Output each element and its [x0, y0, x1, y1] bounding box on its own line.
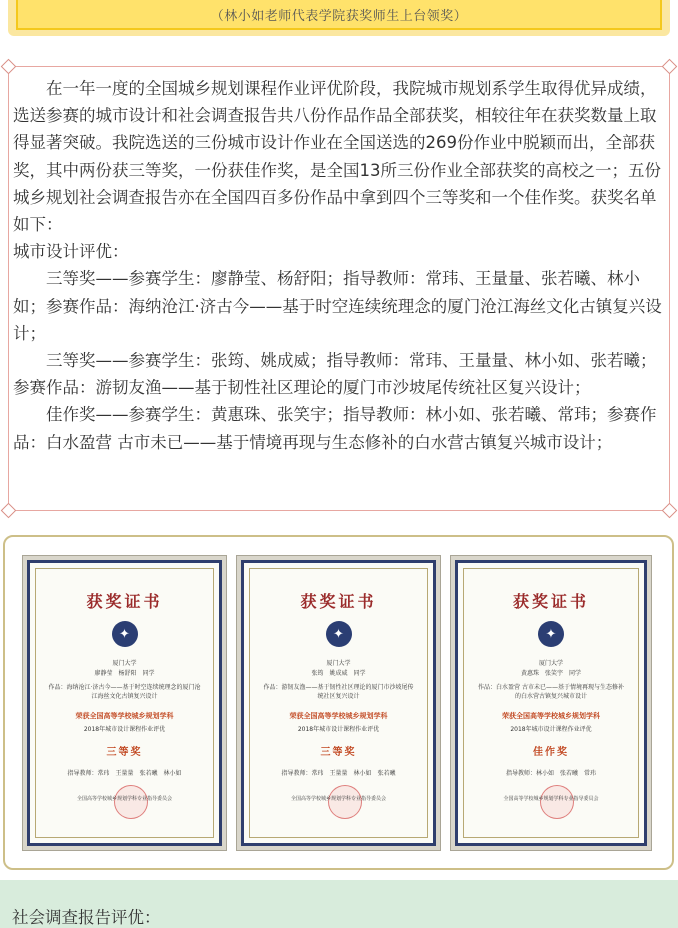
certificates-photo-panel [3, 535, 674, 870]
certificate-title: 获奖证书 [512, 592, 589, 611]
award-entry-1: 三等奖——参赛学生：廖静莹、杨舒阳；指导教师：常玮、王量量、张若曦、林小如；参赛作品：海纳沧江·济古今——基于时空连续统理念的厦门沧江海丝文化古镇复兴设计； [13, 269, 662, 343]
certificate-work: 作品：白水盈营 古市未已——基于情境再现与生态修补的白水营古镇复兴城市设计 [478, 684, 624, 700]
emblem-icon: ✦ [112, 621, 138, 647]
certificate-honor: 荣获全国高等学校城乡规划学科 [75, 712, 174, 720]
certificate-students: 张筠 姚成威 同学 [311, 670, 366, 677]
certificate-title: 获奖证书 [86, 592, 163, 611]
certificate-school: 厦门大学 [538, 660, 563, 667]
article-text-box [8, 66, 670, 511]
certificate-school: 厦门大学 [112, 660, 137, 667]
certificate-honor: 荣获全国高等学校城乡规划学科 [502, 712, 600, 720]
caption-band [8, 0, 670, 36]
certificate-work: 作品：游韧友渔——基于韧性社区理论的厦门市沙坡尾传统社区复兴设计 [263, 684, 414, 700]
certificate-issuer: 全国高等学校城乡规划学科专业指导委员会 [290, 796, 386, 802]
certificate-event: 2018年城市设计课程作业评优 [510, 726, 592, 733]
award-entry-2: 三等奖——参赛学生：张筠、姚成威；指导教师：常玮、王量量、林小如、张若曦；参赛作品：游韧友渔——基于韧性社区理论的厦门市沙坡尾传统社区复兴设计； [13, 351, 657, 398]
certificate-work: 作品：海纳沧江·济古今——基于时空连续统理念的厦门沧江海丝文化古镇复兴设计 [48, 684, 201, 700]
section-title-social-survey: 社会调查报告评优： [12, 908, 161, 927]
certificate-award: 三等奖 [106, 747, 143, 758]
certificate-award: 佳作奖 [533, 747, 569, 758]
certificate-honor: 荣获全国高等学校城乡规划学科 [289, 712, 388, 720]
certificate-students: 廖静莹 杨舒阳 同学 [94, 670, 155, 677]
article-body [13, 75, 665, 456]
certificate-issuer: 全国高等学校城乡规划学科专业指导委员会 [503, 796, 599, 802]
certificate-title: 获奖证书 [300, 592, 377, 611]
certificate-2 [241, 560, 436, 846]
certificate-award: 三等奖 [320, 747, 357, 758]
certificate-teachers: 指导教师：林小如 张若曦 常玮 [505, 770, 596, 777]
intro-paragraph: 在一年一度的全国城乡规划课程作业评优阶段，我院城市规划系学生取得优异成绩，选送参赛的城市设计和社会调查报告共八份作品作品全部获奖，相较往年在获奖数量上取得显著突破。我院选送的三份城市设计作业在全国送选的269份作业中脱颖而出，全部获奖，其中两份获三等奖，一份获佳作奖，是全国13所三份作业全部获奖的高校之一；五份城乡规划社会调查报告亦在全国四百多份作品中拿到四个三等奖和一个佳作奖。获奖名单如下： [13, 79, 661, 235]
corner-diamond-icon [1, 59, 17, 75]
corner-diamond-icon [662, 503, 678, 519]
certificate-teachers: 指导教师：常玮 王量量 张若曦 林小如 [67, 770, 182, 777]
social-survey-section [0, 880, 678, 928]
caption-frame [16, 0, 662, 30]
certificate-teachers: 指导教师：常玮 王量量 林小如 张若曦 [281, 770, 396, 777]
emblem-icon: ✦ [538, 621, 564, 647]
corner-diamond-icon [662, 59, 678, 75]
certificate-event: 2018年城市设计课程作业评优 [297, 726, 380, 733]
certificate-1 [27, 560, 222, 846]
award-entry-3: 佳作奖——参赛学生：黄惠珠、张笑宇；指导教师：林小如、张若曦、常玮；参赛作品：白水盈营 古市未已——基于情境再现与生态修补的白水营古镇复兴城市设计； [13, 405, 657, 452]
certificate-event: 2018年城市设计课程作业评优 [83, 726, 166, 733]
emblem-icon: ✦ [326, 621, 352, 647]
certificate-3 [455, 560, 647, 846]
corner-diamond-icon [1, 503, 17, 519]
photo-caption: （林小如老师代表学院获奖师生上台领奖） [210, 8, 468, 24]
certificate-students: 黄惠珠 张笑宇 同学 [520, 670, 581, 677]
section-title-urban-design: 城市设计评优： [13, 242, 129, 262]
certificate-issuer: 全国高等学校城乡规划学科专业指导委员会 [76, 796, 172, 802]
certificate-school: 厦门大学 [326, 660, 351, 667]
